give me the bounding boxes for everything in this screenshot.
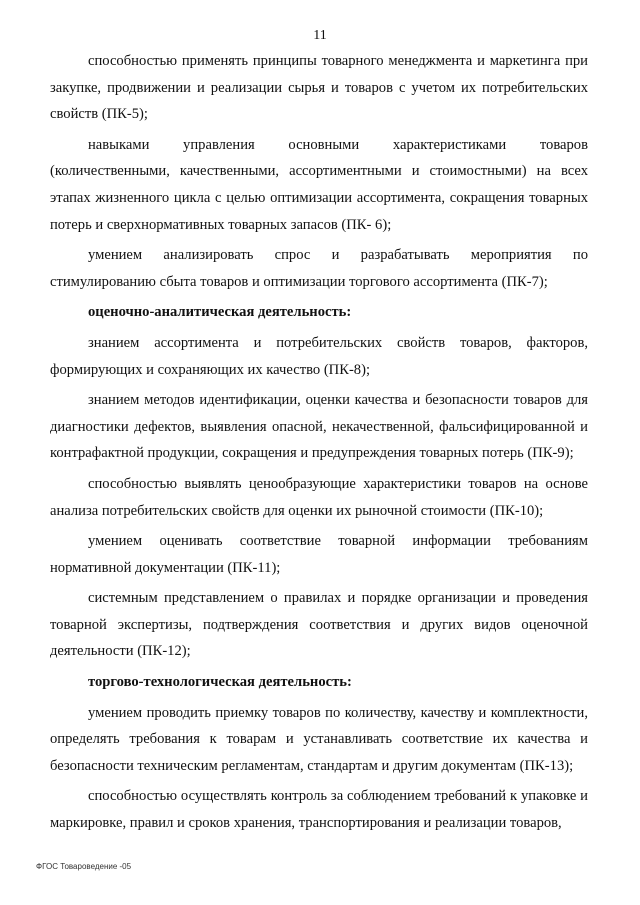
section-heading-evaluation: оценочно-аналитическая деятельность: — [88, 304, 352, 321]
paragraph-pk7: умением анализировать спрос и разрабатывать мероприятия по стимулированию сбыта товаров и оптимизации торгового ассортимента (ПК-7); — [50, 247, 588, 290]
page-number: 11 — [313, 28, 327, 43]
footer-label: ФГОС Товароведение -05 — [36, 862, 132, 871]
paragraph-pk5: способностью применять принципы товарного менеджмента и маркетинга при закупке, продвижении и реализации сырья и товаров с учетом их потребительских свойств (ПК-5); — [50, 53, 588, 123]
paragraph-control: способностью осуществлять контроль за соблюдением требований к упаковке и маркировке, правил и сроков хранения, транспортирования и реализации товаров, — [50, 788, 588, 832]
paragraph-pk8: знанием ассортимента и потребительских свойств товаров, факторов, формирующих и сохраняющих их качество (ПК-8); — [50, 334, 588, 378]
paragraph-pk11: умением оценивать соответствие товарной информации требованиям нормативной документации (ПК-11); — [50, 533, 588, 576]
document-body — [50, 48, 588, 841]
paragraph-pk6: навыками управления основными характеристиками товаров (количественными, качественными, ассортиментными и стоимостными) на всех этапах жизненного цикла с целью оптимизации ассортимента, сокращения товарных потерь и сверхнормативных товарных запасов (ПК- 6); — [50, 136, 588, 233]
paragraph-pk10: способностью выявлять ценообразующие характеристики товаров на основе анализа потребительских свойств для оценки их рыночной стоимости (ПК-10); — [50, 475, 588, 519]
paragraph-pk12: системным представлением о правилах и порядке организации и проведения товарной экспертизы, подтверждения соответствия и других видов оценочной деятельности (ПК-12); — [50, 590, 588, 660]
paragraph-pk9: знанием методов идентификации, оценки качества и безопасности товаров для диагностики дефектов, выявления опасной, некачественной, фальсифицированной и контрафактной продукции, сокращения и предупреждения товарных потерь (ПК-9); — [50, 392, 588, 462]
paragraph-pk13: умением проводить приемку товаров по количеству, качеству и комплектности, определять требования к товарам и устанавливать соответствие их качества и безопасности техническим регламентам, стандартам и другим документам (ПК-13); — [50, 704, 588, 774]
section-heading-trade: торгово-технологическая деятельность: — [88, 674, 352, 691]
